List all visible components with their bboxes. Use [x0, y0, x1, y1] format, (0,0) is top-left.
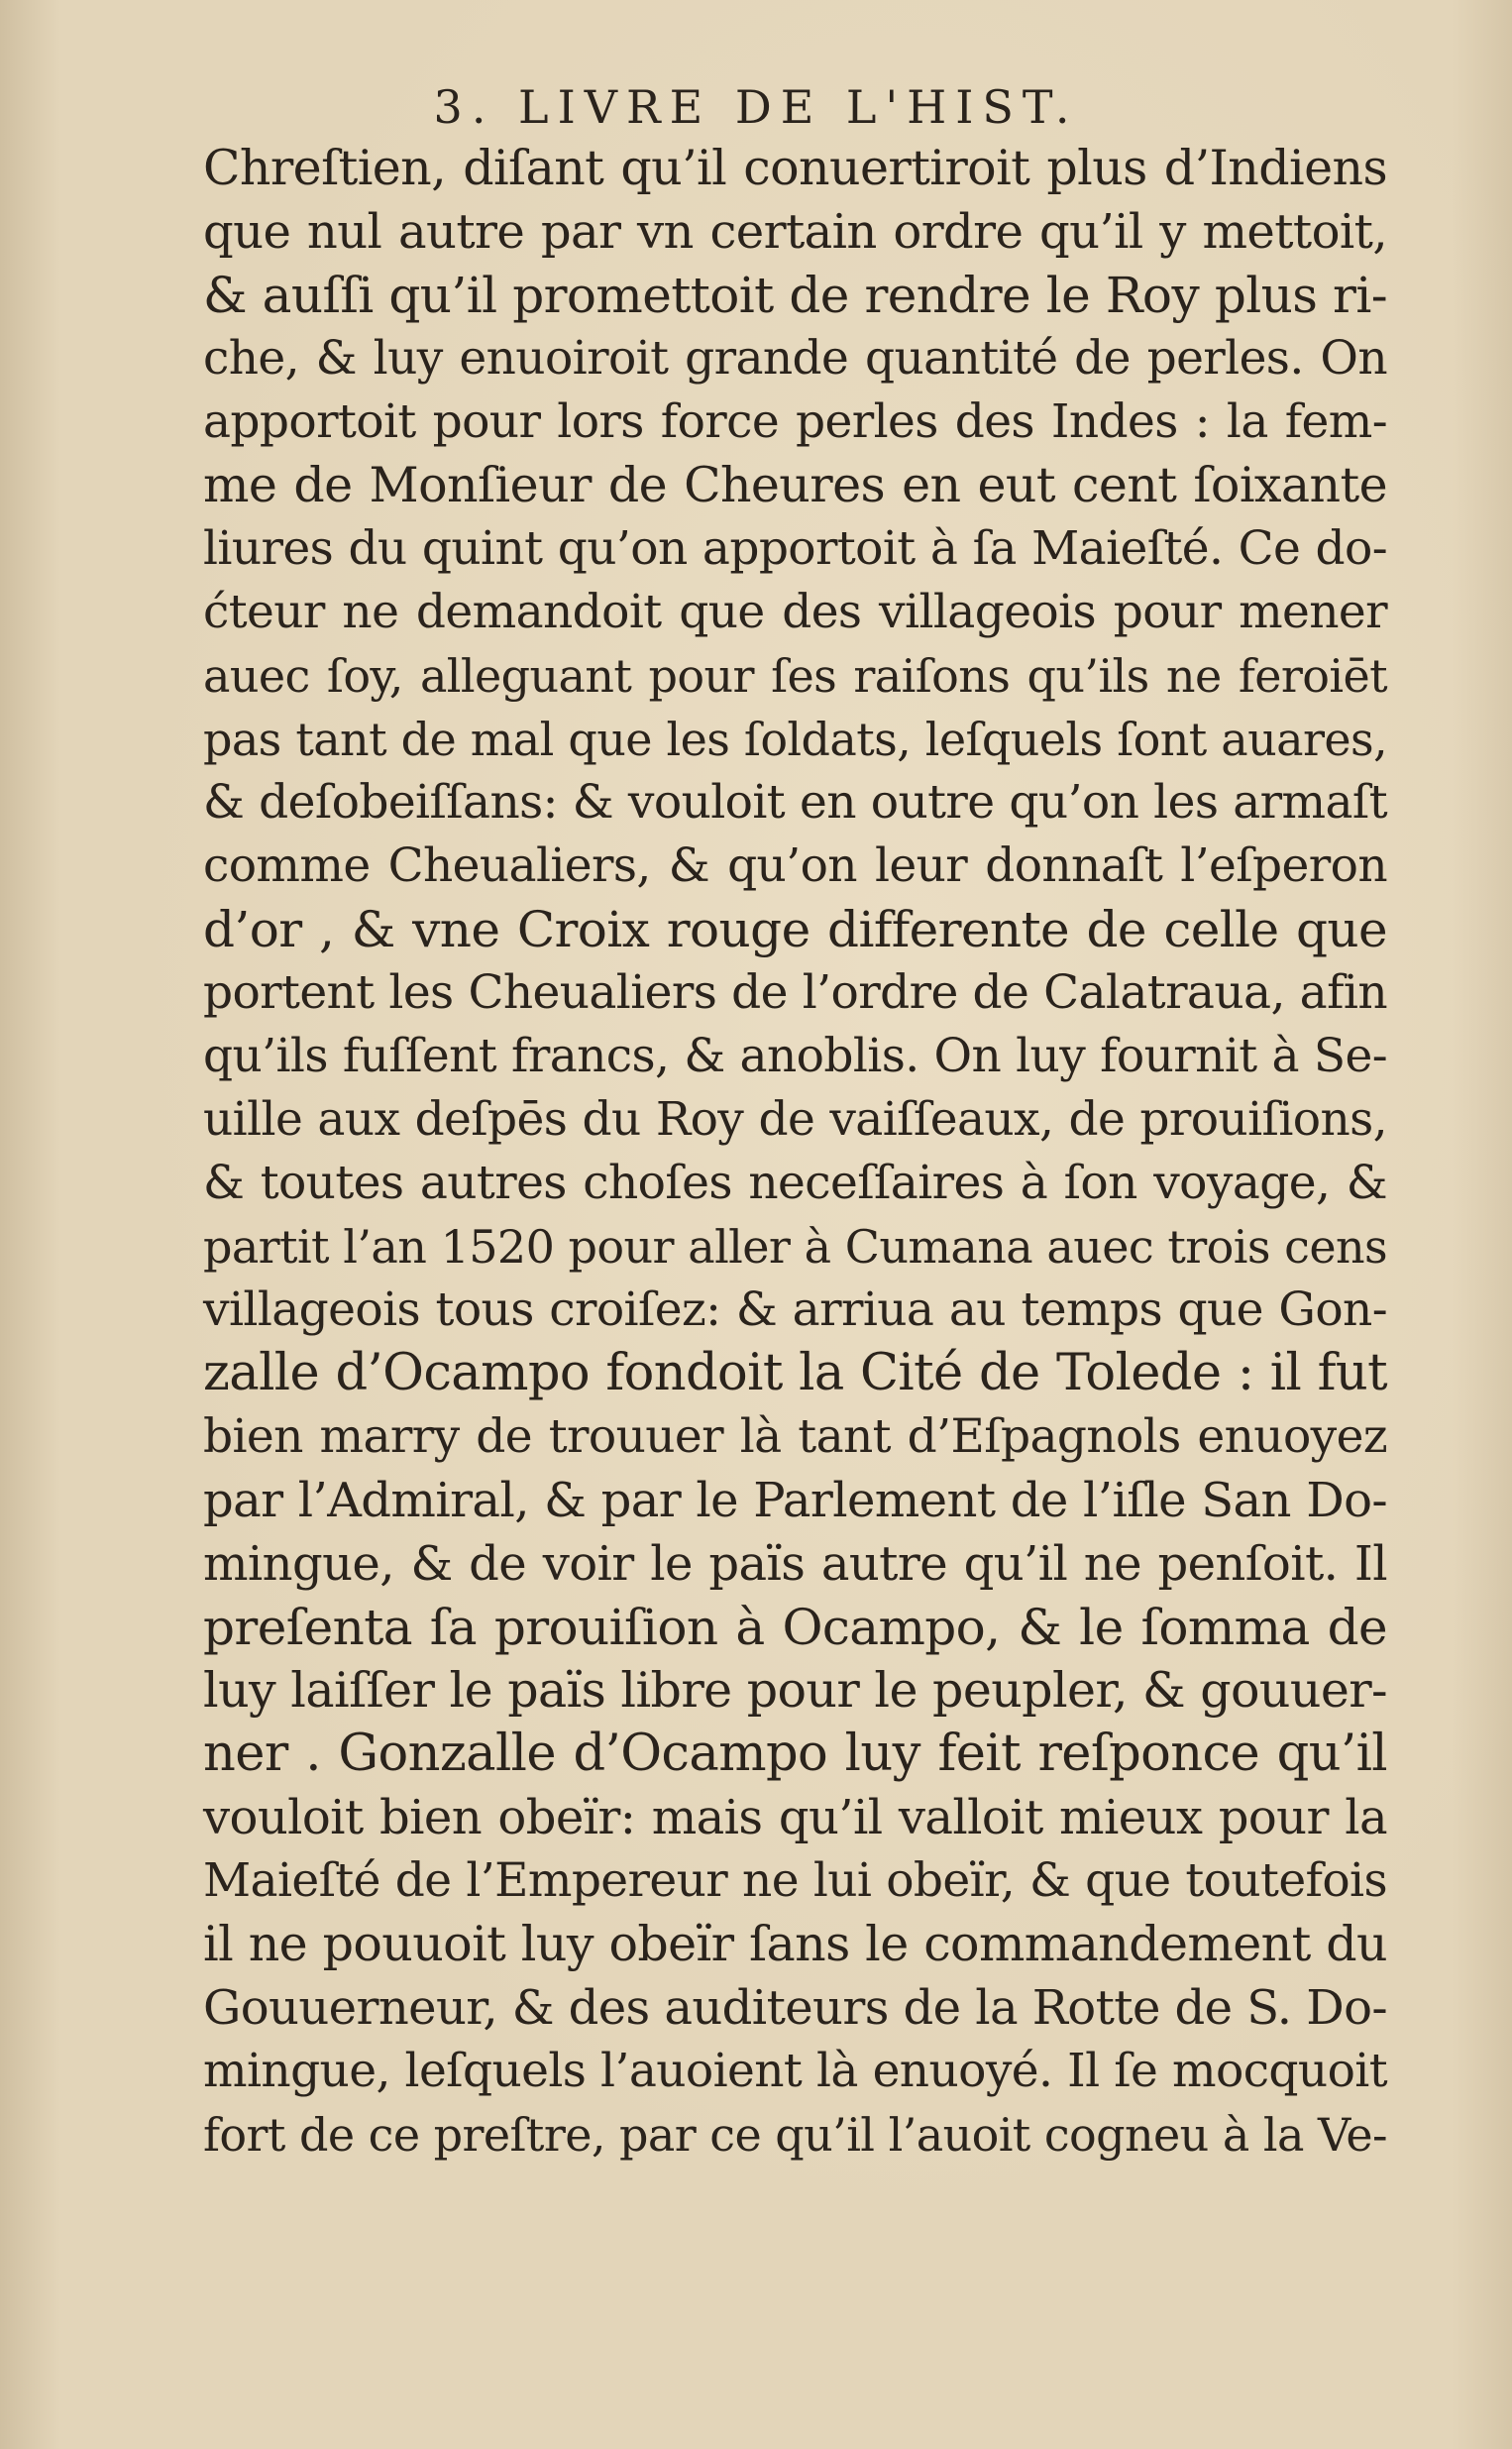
text-line: Chreſtien, diſant qu’il conuertiroit plus d’Indiens [203, 140, 1387, 196]
text-line: liures du quint qu’on apportoit à ſa Maieſté. Ce do- [203, 521, 1387, 576]
text-line: & auſſi qu’il promettoit de rendre le Roy plus ri- [203, 267, 1387, 324]
text-line: apportoit pour lors force perles des Indes : la fem- [203, 394, 1387, 449]
text-line: vouloit bien obeïr: mais qu’il valloit mieux pour la [203, 1790, 1387, 1845]
text-line: auec ſoy, alleguant pour ſes raiſons qu’ils ne feroiēt [203, 649, 1387, 703]
body-text [203, 137, 1387, 2167]
text-line: portent les Cheualiers de l’ordre de Calatraua, afin [203, 965, 1387, 1020]
text-line: luy laiſſer le païs libre pour le peupler, & gouuer- [203, 1662, 1387, 1719]
text-line: fort de ce preſtre, par ce qu’il l’auoit cogneu à la Ve- [203, 2108, 1387, 2162]
text-line: Gouuerneur, & des auditeurs de la Rotte de S. Do- [203, 1980, 1387, 2036]
text-line: & toutes autres choſes neceſſaires à ſon voyage, & [203, 1156, 1387, 1210]
text-line: mingue, leſquels l’auoient là enuoyé. Il ſe mocquoit [203, 2044, 1387, 2098]
text-line: par l’Admiral, & par le Parlement de l’iſle San Do- [203, 1473, 1387, 1528]
text-line: ćteur ne demandoit que des villageois pour mener [203, 585, 1387, 639]
text-line: preſenta ſa prouiſion à Ocampo, & le ſomma de [203, 1599, 1387, 1656]
text-line: qu’ils fuſſent francs, & anoblis. On luy fournit à Se- [203, 1029, 1387, 1083]
text-line: partit l’an 1520 pour aller à Cumana auec trois cens [203, 1220, 1387, 1274]
running-header: 3. LIVRE DE L'HIST. [433, 80, 1079, 134]
text-line: mingue, & de voir le païs autre qu’il ne penſoit. Il [203, 1536, 1387, 1592]
text-line: Maieſté de l’Empereur ne lui obeïr, & que toutefois [203, 1853, 1387, 1908]
text-line: ner . Gonzalle d’Ocampo luy feit reſponce qu’il [203, 1725, 1387, 1783]
text-line: comme Cheualiers, & qu’on leur donnaſt l’eſperon [203, 838, 1387, 893]
text-line: zalle d’Ocampo fondoit la Cité de Tolede : il fut [203, 1344, 1387, 1402]
text-line: il ne pouuoit luy obeïr ſans le commandement du [203, 1916, 1387, 1972]
text-line: uille aux deſpēs du Roy de vaiſſeaux, de prouiſions, [203, 1092, 1387, 1147]
text-line: pas tant de mal que les ſoldats, leſquels ſont auares, [203, 713, 1387, 766]
text-line: que nul autre par vn certain ordre qu’il y mettoit, [203, 204, 1387, 260]
text-line: me de Monſieur de Cheures en eut cent ſoixante [203, 457, 1387, 513]
text-line: che, & luy enuoiroit grande quantité de perles. On [203, 331, 1387, 386]
text-line: & deſobeiſſans: & vouloit en outre qu’on les armaſt [203, 775, 1387, 830]
text-line: bien marry de trouuer là tant d’Eſpagnols enuoyez [203, 1409, 1387, 1464]
text-line: villageois tous croiſez: & arriua au temps que Gon- [203, 1282, 1387, 1337]
text-line: d’or , & vne Croix rouge differente de celle que [203, 901, 1387, 958]
